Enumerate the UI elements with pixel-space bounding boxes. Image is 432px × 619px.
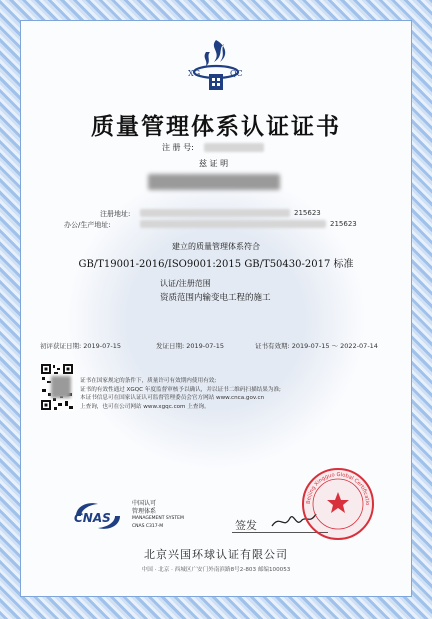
scope-text: 资质范围内输变电工程的施工 (160, 293, 271, 303)
note-line: 上查询，也可在公司网站 www.xgqc.com 上查询。 (80, 403, 210, 410)
logo-left-text: XG (188, 69, 201, 78)
cnas-line2: 管理体系 (132, 507, 157, 515)
notes-block (80, 377, 281, 411)
sign-label: 签发 (235, 519, 257, 532)
office-address-label: 办公/生产地址: (64, 221, 111, 229)
office-address-redacted (140, 220, 326, 228)
issuing-company: 北京兴国环球认证有限公司 (144, 548, 288, 561)
office-address-postcode: 215623 (330, 220, 357, 228)
xgqc-logo-icon (184, 34, 248, 98)
note-line: 证书的有效性通过 XGQC 年度监督审核予以确认，并以证书二维码扫描结果为准; (80, 386, 281, 393)
company-seal-icon (300, 466, 376, 542)
company-address-footer: 中国 · 北京 · 西城区广安门外南滨路8号2-803 邮编100053 (141, 567, 291, 573)
reg-address-label: 注册地址: (100, 210, 131, 218)
conform-line: 建立的质量管理体系符合 (172, 242, 260, 251)
cnas-text (132, 500, 184, 530)
standards-line: GB/T19001-2016/ISO9001:2015 GB/T50430-2017 标准 (78, 259, 354, 270)
company-name-redacted (148, 174, 280, 190)
first-issue-date: 初评获证日期: 2019-07-15 (40, 342, 122, 350)
cert-number-label: 注 册 号: (162, 143, 194, 152)
validity-period: 证书有效期: 2019-07-15 ～ 2022-07-14 (255, 342, 378, 350)
cnas-line4: CNAS C317-M (132, 523, 164, 529)
issue-date: 发证日期: 2019-07-15 (156, 342, 225, 350)
reg-address-redacted (140, 209, 290, 217)
cnas-line3: MANAGEMENT SYSTEM (132, 516, 184, 521)
hereby-label: 兹 证 明 (199, 159, 229, 168)
logo-right-text: QC (230, 69, 243, 78)
cnas-logo-icon (66, 498, 130, 534)
seal-text: Beijing Xingguo Global Certification (305, 471, 371, 506)
scope-label: 认证/注册范围 (160, 279, 211, 288)
qr-code (40, 363, 74, 411)
cert-number-redacted (204, 143, 264, 152)
cnas-line1: 中国认可 (132, 500, 157, 507)
certificate-title: 质量管理体系认证证书 (91, 113, 341, 140)
note-line: 证书在国家规定的条件下，质量许可有效期内使用有效; (80, 378, 217, 384)
cnas-mark: CNAS (74, 511, 111, 525)
note-line: 本证书信息可在国家认证认可监督管理委员会官方网站 www.cnca.gov.cn (80, 395, 265, 402)
reg-address-postcode: 215623 (294, 209, 321, 217)
